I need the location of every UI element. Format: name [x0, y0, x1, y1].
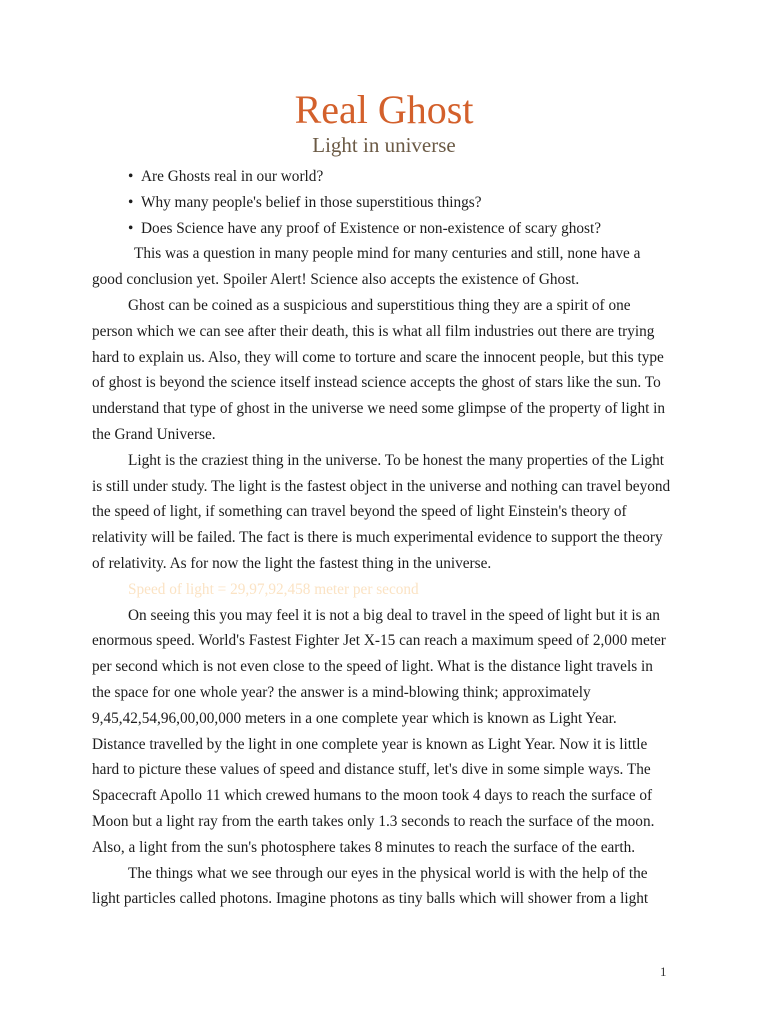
document-body — [92, 164, 672, 912]
page-number: 1 — [660, 964, 667, 979]
paragraph: Light is the craziest thing in the universe. To be honest the many properties of the Light is still under study. The light is the fastest object in the universe and nothing can travel beyond the speed of light, if something can travel beyond the speed of light Einstein's theory of relativity will be failed. The fact is there is much experimental evidence to support the theory of relativity. As for now the light the fastest thing in the universe. — [92, 451, 671, 572]
speed-of-light-line: Speed of light = 29,97,92,458 meter per second — [128, 580, 419, 598]
bullet-icon: • — [128, 219, 134, 237]
bullet-icon: • — [128, 193, 134, 211]
paragraph: On seeing this you may feel it is not a big deal to travel in the speed of light but it is an enormous speed. World's Fastest Fighter Jet X-15 can reach a maximum speed of 2,000 meter per second which is not even close to the speed of light. What is the distance light travels in the space for one whole year? the answer is a mind-blowing think; approximately 9,45,42,54,96,00,00,000 meters in a one complete year which is known as Light Year. Distance travelled by the light in one complete year is known as Light Year. Now it is little hard to picture these values of speed and distance stuff, let's dive in some simple ways. The Spacecraft Apollo 11 which crewed humans to the moon took 4 days to reach the surface of Moon but a light ray from the earth takes only 1.3 seconds to reach the surface of the moon. Also, a light from the sun's photosphere takes 8 minutes to reach the surface of the earth. — [92, 606, 666, 856]
list-item: • Why many people's belief in those superstitious things? — [92, 190, 672, 216]
list-item: • Does Science have any proof of Existence or non-existence of scary ghost? — [92, 216, 672, 242]
list-item: • Are Ghosts real in our world? — [92, 164, 672, 190]
paragraph: The things what we see through our eyes in the physical world is with the help of the light particles called photons. Imagine photons as tiny balls which will shower from a light — [92, 864, 649, 908]
document-title: Real Ghost — [294, 87, 474, 132]
paragraph: This was a question in many people mind for many centuries and still, none have a good conclusion yet. Spoiler Alert! Science also accepts the existence of Ghost. — [92, 245, 641, 289]
question-list — [92, 164, 672, 241]
paragraph: Ghost can be coined as a suspicious and superstitious thing they are a spirit of one person which we can see after their death, this is what all film industries out there are trying hard to explain us. Also, they will come to torture and scare the innocent people, but this type of ghost is beyond the science itself instead science accepts the ghost of stars like the sun. To understand that type of ghost in the universe we need some glimpse of the property of light in the Grand Universe. — [92, 296, 666, 443]
document-subtitle: Light in universe — [312, 133, 456, 157]
bullet-icon: • — [128, 168, 134, 185]
